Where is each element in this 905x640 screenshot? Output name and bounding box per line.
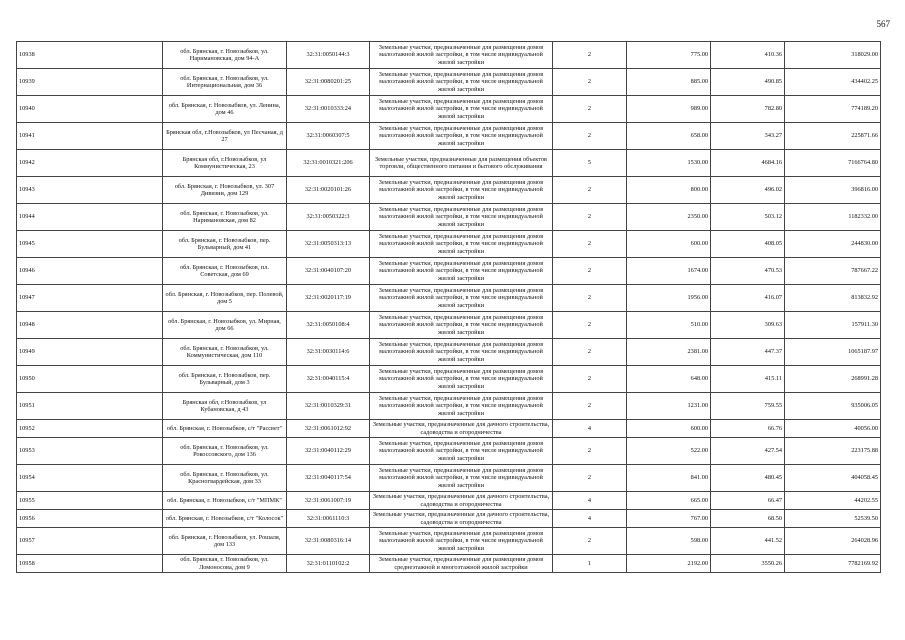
row-land-use: Земельные участки, предназначенные для размещения домов малоэтажной жилой застройки, в том числе индивидуальной жилой застройки xyxy=(370,528,553,555)
row-specific-value: 416.07 xyxy=(711,285,785,312)
row-address: обл. Брянская, г. Новозыбков, с/т "Колосок" xyxy=(163,510,287,528)
row-address: обл. Брянская, г. Новозыбков, ул. Рокоссовского, дом 136 xyxy=(163,438,287,465)
table-row xyxy=(17,204,881,231)
row-cadastral-number: 32:31:0020117:19 xyxy=(287,285,370,312)
row-specific-value: 4684.16 xyxy=(711,150,785,177)
row-category: 4 xyxy=(553,492,627,510)
table-row xyxy=(17,528,881,555)
row-land-use: Земельные участки, предназначенные для размещения домов малоэтажной жилой застройки, в том числе индивидуальной жилой застройки xyxy=(370,312,553,339)
row-number: 10943 xyxy=(17,177,163,204)
row-cadastral-number: 32:31:0040107:20 xyxy=(287,258,370,285)
row-land-use: Земельные участки, предназначенные для размещения домов малоэтажной жилой застройки, в том числе индивидуальной жилой застройки xyxy=(370,231,553,258)
row-cadastral-value: 244830.00 xyxy=(785,231,881,258)
row-address: обл. Брянская, г. Новозыбков, ул. Рошаля, дом 133 xyxy=(163,528,287,555)
row-cadastral-number: 32:31:0061110:3 xyxy=(287,510,370,528)
row-number: 10950 xyxy=(17,366,163,393)
table-row xyxy=(17,339,881,366)
row-land-use: Земельные участки, предназначенные для дачного строительства, садоводства и огородничества xyxy=(370,510,553,528)
row-cadastral-value: 935006.05 xyxy=(785,393,881,420)
row-specific-value: 66.76 xyxy=(711,420,785,438)
row-cadastral-number: 32:31:0050322:3 xyxy=(287,204,370,231)
row-specific-value: 490.85 xyxy=(711,69,785,96)
row-category: 2 xyxy=(553,465,627,492)
table-row xyxy=(17,438,881,465)
row-area: 665.00 xyxy=(627,492,711,510)
row-cadastral-number: 32:31:0110102:2 xyxy=(287,555,370,573)
row-number: 10949 xyxy=(17,339,163,366)
row-number: 10944 xyxy=(17,204,163,231)
table-row xyxy=(17,366,881,393)
row-area: 510.00 xyxy=(627,312,711,339)
row-area: 1674.00 xyxy=(627,258,711,285)
table-row xyxy=(17,123,881,150)
row-area: 989.00 xyxy=(627,96,711,123)
row-address: обл. Брянская, г. Новозыбков, ул. Коммунистическая, дом 110 xyxy=(163,339,287,366)
row-cadastral-number: 32:31:0020101:26 xyxy=(287,177,370,204)
row-cadastral-number: 32:31:0050108:4 xyxy=(287,312,370,339)
row-cadastral-number: 32:31:0040112:29 xyxy=(287,438,370,465)
row-cadastral-value: 7782169.92 xyxy=(785,555,881,573)
row-category: 2 xyxy=(553,393,627,420)
row-area: 841.00 xyxy=(627,465,711,492)
row-cadastral-number: 32:31:0060307:5 xyxy=(287,123,370,150)
row-land-use: Земельные участки, предназначенные для размещения домов малоэтажной жилой застройки, в том числе индивидуальной жилой застройки xyxy=(370,42,553,69)
row-specific-value: 441.52 xyxy=(711,528,785,555)
table-row xyxy=(17,150,881,177)
row-cadastral-value: 1182332.00 xyxy=(785,204,881,231)
row-number: 10951 xyxy=(17,393,163,420)
row-number: 10956 xyxy=(17,510,163,528)
table-row xyxy=(17,555,881,573)
row-cadastral-value: 787667.22 xyxy=(785,258,881,285)
row-cadastral-number: 32:31:0050313:13 xyxy=(287,231,370,258)
row-cadastral-value: 40056.00 xyxy=(785,420,881,438)
table-row xyxy=(17,96,881,123)
row-number: 10945 xyxy=(17,231,163,258)
row-area: 598.00 xyxy=(627,528,711,555)
row-specific-value: 3550.26 xyxy=(711,555,785,573)
row-category: 2 xyxy=(553,312,627,339)
row-category: 2 xyxy=(553,177,627,204)
cadastral-value-table xyxy=(16,41,881,573)
row-cadastral-number: 32:31:0080201:25 xyxy=(287,69,370,96)
row-number: 10941 xyxy=(17,123,163,150)
row-area: 1231.00 xyxy=(627,393,711,420)
row-address: Брянская обл, г.Новозыбков, ул Кубановская, д 43 xyxy=(163,393,287,420)
row-specific-value: 410.36 xyxy=(711,42,785,69)
row-land-use: Земельные участки, предназначенные для размещения домов малоэтажной жилой застройки, в том числе индивидуальной жилой застройки xyxy=(370,285,553,312)
table-row xyxy=(17,285,881,312)
row-area: 2381.00 xyxy=(627,339,711,366)
row-category: 2 xyxy=(553,123,627,150)
row-cadastral-number: 32:31:0010321:206 xyxy=(287,150,370,177)
row-cadastral-value: 318029.00 xyxy=(785,42,881,69)
row-cadastral-value: 157911.30 xyxy=(785,312,881,339)
row-land-use: Земельные участки, предназначенные для размещения объектов торговли, общественного питания и бытового обслуживания xyxy=(370,150,553,177)
row-cadastral-number: 32:31:0010333:24 xyxy=(287,96,370,123)
row-category: 2 xyxy=(553,438,627,465)
row-area: 2192.00 xyxy=(627,555,711,573)
row-area: 1956.00 xyxy=(627,285,711,312)
row-cadastral-number: 32:31:0040117:54 xyxy=(287,465,370,492)
row-number: 10952 xyxy=(17,420,163,438)
row-specific-value: 503.12 xyxy=(711,204,785,231)
row-land-use: Земельные участки, предназначенные для размещения домов малоэтажной жилой застройки, в том числе индивидуальной жилой застройки xyxy=(370,123,553,150)
row-cadastral-number: 32:31:0010329:31 xyxy=(287,393,370,420)
row-category: 5 xyxy=(553,150,627,177)
row-land-use: Земельные участки, предназначенные для размещения домов малоэтажной жилой застройки, в том числе индивидуальной жилой застройки xyxy=(370,339,553,366)
row-address: Брянская обл, г.Новозыбков, ул Песчаная, д 27 xyxy=(163,123,287,150)
row-land-use: Земельные участки, предназначенные для размещения домов малоэтажной жилой застройки, в том числе индивидуальной жилой застройки xyxy=(370,258,553,285)
row-cadastral-number: 32:31:0061007:19 xyxy=(287,492,370,510)
row-area: 767.00 xyxy=(627,510,711,528)
table-row xyxy=(17,465,881,492)
table-row xyxy=(17,231,881,258)
row-address: обл. Брянская, г. Новозыбков, ул. 307 Дивизии, дом 129 xyxy=(163,177,287,204)
row-land-use: Земельные участки, предназначенные для размещения домов малоэтажной жилой застройки, в том числе индивидуальной жилой застройки xyxy=(370,69,553,96)
row-cadastral-value: 774189.20 xyxy=(785,96,881,123)
row-number: 10953 xyxy=(17,438,163,465)
row-cadastral-value: 225871.66 xyxy=(785,123,881,150)
row-cadastral-value: 434402.25 xyxy=(785,69,881,96)
row-category: 2 xyxy=(553,204,627,231)
row-land-use: Земельные участки, предназначенные для дачного строительства, садоводства и огородничества xyxy=(370,492,553,510)
row-category: 2 xyxy=(553,528,627,555)
row-cadastral-value: 813832.92 xyxy=(785,285,881,312)
row-number: 10958 xyxy=(17,555,163,573)
row-land-use: Земельные участки, предназначенные для размещения домов малоэтажной жилой застройки, в том числе индивидуальной жилой застройки xyxy=(370,96,553,123)
row-address: обл. Брянская, г. Новозыбков, ул. Наримановская, дом 82 xyxy=(163,204,287,231)
table-row xyxy=(17,177,881,204)
row-category: 2 xyxy=(553,96,627,123)
row-specific-value: 782.80 xyxy=(711,96,785,123)
row-category: 2 xyxy=(553,42,627,69)
row-specific-value: 66.47 xyxy=(711,492,785,510)
table-row xyxy=(17,492,881,510)
row-specific-value: 427.54 xyxy=(711,438,785,465)
row-specific-value: 447.37 xyxy=(711,339,785,366)
row-land-use: Земельные участки, предназначенные для размещения домов малоэтажной жилой застройки, в том числе индивидуальной жилой застройки xyxy=(370,393,553,420)
row-specific-value: 309.63 xyxy=(711,312,785,339)
row-number: 10957 xyxy=(17,528,163,555)
row-address: обл. Брянская, г. Новозыбков, ул. Ленина, дом 46 xyxy=(163,96,287,123)
row-land-use: Земельные участки, предназначенные для размещения домов малоэтажной жилой застройки, в том числе индивидуальной жилой застройки xyxy=(370,465,553,492)
row-land-use: Земельные участки, предназначенные для размещения домов среднеэтажной и многоэтажной жилой застройки xyxy=(370,555,553,573)
table-row xyxy=(17,420,881,438)
row-address: обл. Брянская, г. Новозыбков, ул. Мирная, дом 66 xyxy=(163,312,287,339)
row-area: 800.00 xyxy=(627,177,711,204)
row-number: 10954 xyxy=(17,465,163,492)
row-number: 10947 xyxy=(17,285,163,312)
row-cadastral-value: 268991.28 xyxy=(785,366,881,393)
row-land-use: Земельные участки, предназначенные для размещения домов малоэтажной жилой застройки, в том числе индивидуальной жилой застройки xyxy=(370,177,553,204)
row-category: 2 xyxy=(553,69,627,96)
row-address: обл. Брянская, г. Новозыбков, с/т "МПМК" xyxy=(163,492,287,510)
row-address: обл. Брянская, г. Новозыбков, ул. Ломоносова, дом 9 xyxy=(163,555,287,573)
row-category: 2 xyxy=(553,339,627,366)
row-category: 4 xyxy=(553,510,627,528)
row-cadastral-number: 32:31:0050144:3 xyxy=(287,42,370,69)
row-cadastral-value: 7166764.80 xyxy=(785,150,881,177)
row-specific-value: 496.02 xyxy=(711,177,785,204)
row-cadastral-value: 223175.88 xyxy=(785,438,881,465)
table-row xyxy=(17,510,881,528)
row-address: обл. Брянская, г. Новозыбков, с/т "Рассвет" xyxy=(163,420,287,438)
row-cadastral-number: 32:31:0030114:6 xyxy=(287,339,370,366)
row-area: 648.00 xyxy=(627,366,711,393)
row-cadastral-value: 52539.50 xyxy=(785,510,881,528)
page-number: 567 xyxy=(876,19,890,29)
row-area: 775.00 xyxy=(627,42,711,69)
row-address: Брянская обл, г.Новозыбков, ул Коммунистическая, 23 xyxy=(163,150,287,177)
row-cadastral-value: 264028.96 xyxy=(785,528,881,555)
row-address: обл. Брянская, г. Новозыбков, ул. Наримановская, дом 94-А xyxy=(163,42,287,69)
row-specific-value: 68.50 xyxy=(711,510,785,528)
row-cadastral-value: 396816.00 xyxy=(785,177,881,204)
row-specific-value: 480.45 xyxy=(711,465,785,492)
row-number: 10939 xyxy=(17,69,163,96)
row-cadastral-value: 44202.55 xyxy=(785,492,881,510)
row-cadastral-value: 404058.45 xyxy=(785,465,881,492)
row-cadastral-number: 32:31:0080316:14 xyxy=(287,528,370,555)
row-specific-value: 415.11 xyxy=(711,366,785,393)
row-address: обл. Брянская, г. Новозыбков, ул. Интернациональная, дом 36 xyxy=(163,69,287,96)
row-category: 4 xyxy=(553,420,627,438)
row-address: обл. Брянская, г. Новозыбков, пер. Бульварный, дом 3 xyxy=(163,366,287,393)
row-land-use: Земельные участки, предназначенные для размещения домов малоэтажной жилой застройки, в том числе индивидуальной жилой застройки xyxy=(370,204,553,231)
row-number: 10948 xyxy=(17,312,163,339)
row-land-use: Земельные участки, предназначенные для размещения домов малоэтажной жилой застройки, в том числе индивидуальной жилой застройки xyxy=(370,366,553,393)
row-area: 885.00 xyxy=(627,69,711,96)
row-specific-value: 470.53 xyxy=(711,258,785,285)
row-specific-value: 408.05 xyxy=(711,231,785,258)
row-address: обл. Брянская, г. Новозыбков, пер. Бульварный, дом 41 xyxy=(163,231,287,258)
row-category: 2 xyxy=(553,231,627,258)
row-category: 2 xyxy=(553,366,627,393)
row-address: обл. Брянская, г. Новозыбков, пер. Полевой, дом 5 xyxy=(163,285,287,312)
table-row xyxy=(17,42,881,69)
row-category: 2 xyxy=(553,285,627,312)
table-row xyxy=(17,393,881,420)
row-category: 1 xyxy=(553,555,627,573)
row-area: 658.00 xyxy=(627,123,711,150)
row-number: 10938 xyxy=(17,42,163,69)
row-address: обл. Брянская, г. Новозыбков, ул. Красногвардейская, дом 33 xyxy=(163,465,287,492)
row-cadastral-number: 32:31:0040115:4 xyxy=(287,366,370,393)
row-number: 10940 xyxy=(17,96,163,123)
row-number: 10942 xyxy=(17,150,163,177)
table-row xyxy=(17,69,881,96)
row-number: 10955 xyxy=(17,492,163,510)
table-row xyxy=(17,258,881,285)
row-land-use: Земельные участки, предназначенные для дачного строительства, садоводства и огородничества xyxy=(370,420,553,438)
table-row xyxy=(17,312,881,339)
row-area: 1530.00 xyxy=(627,150,711,177)
row-area: 522.00 xyxy=(627,438,711,465)
row-area: 2350.00 xyxy=(627,204,711,231)
table-body xyxy=(17,42,881,573)
row-land-use: Земельные участки, предназначенные для размещения домов малоэтажной жилой застройки, в том числе индивидуальной жилой застройки xyxy=(370,438,553,465)
row-cadastral-number: 32:31:0061012:92 xyxy=(287,420,370,438)
row-address: обл. Брянская, г. Новозыбков, пл. Советская, дом 69 xyxy=(163,258,287,285)
row-area: 600.00 xyxy=(627,231,711,258)
row-specific-value: 343.27 xyxy=(711,123,785,150)
row-category: 2 xyxy=(553,258,627,285)
row-specific-value: 759.55 xyxy=(711,393,785,420)
row-number: 10946 xyxy=(17,258,163,285)
row-area: 600.00 xyxy=(627,420,711,438)
row-cadastral-value: 1065187.97 xyxy=(785,339,881,366)
